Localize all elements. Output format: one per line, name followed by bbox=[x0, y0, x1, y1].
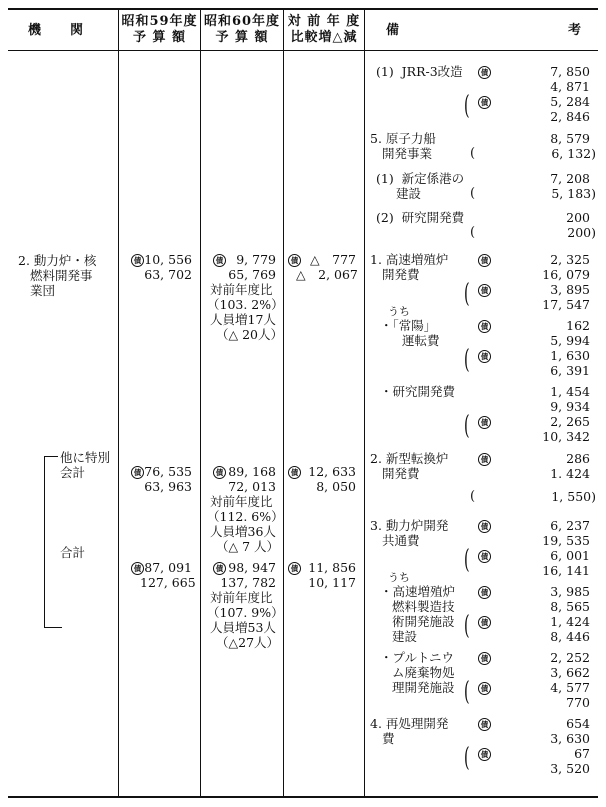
open-paren: ( bbox=[464, 279, 470, 309]
header-remarks-right: 考 bbox=[568, 23, 583, 38]
total-fy60-1: 98, 947 bbox=[228, 560, 276, 575]
remark-port-v2: 5, 183) bbox=[551, 186, 596, 201]
dnen-diff-2: △ 2, 067 bbox=[296, 267, 358, 282]
open-paren: ( bbox=[464, 677, 470, 707]
remark-jrr3-label: (1) JRR-3改造 bbox=[376, 64, 463, 79]
dnen-fy59-2: 63, 702 bbox=[144, 267, 192, 282]
remark-research1-v2: 200) bbox=[567, 225, 596, 240]
remark-repro-label2: 費 bbox=[382, 731, 395, 746]
debt-mark-icon: 債 bbox=[131, 254, 144, 267]
debt-mark-icon: 債 bbox=[478, 66, 491, 79]
debt-mark-icon: 債 bbox=[478, 320, 491, 333]
dnen-fy60-note-3: 人員増17人 bbox=[210, 312, 276, 327]
remark-port-v1: 7, 208 bbox=[550, 171, 590, 186]
open-paren: ( bbox=[470, 489, 476, 504]
remark-pu-label2: ム廃棄物処 bbox=[392, 665, 455, 680]
remark-fuel-label2: 燃料製造技 bbox=[392, 599, 455, 614]
total-diff-2: 10, 117 bbox=[308, 575, 356, 590]
remark-common-label2: 共通費 bbox=[382, 533, 420, 548]
dnen-fy60-1: 9, 779 bbox=[236, 252, 276, 267]
open-paren: ( bbox=[464, 411, 470, 441]
agency-other-line1: 他に特別 bbox=[60, 450, 111, 465]
other-fy59-1: 76, 535 bbox=[144, 464, 192, 479]
total-fy60-note-2: （107. 9%） bbox=[207, 605, 284, 620]
open-paren: ( bbox=[464, 743, 470, 773]
remark-ship-label2: 開発事業 bbox=[382, 146, 433, 161]
remark-fbr-label1: 1. 高速増殖炉 bbox=[370, 252, 449, 267]
debt-mark-icon: 債 bbox=[288, 562, 301, 575]
remark-pu-v3: 4, 577 bbox=[550, 680, 590, 695]
remark-joyo-v2: 5, 994 bbox=[550, 333, 590, 348]
remark-research1-label: (2) 研究開発費 bbox=[376, 210, 465, 225]
remark-fuel-label1: ・高速増殖炉 bbox=[380, 584, 456, 599]
remark-research2-v4: 10, 342 bbox=[542, 429, 590, 444]
header-fy60-line1: 昭和60年度 bbox=[203, 14, 281, 29]
remark-uchi2: うち bbox=[388, 571, 410, 584]
other-diff-1: 12, 633 bbox=[308, 464, 356, 479]
remark-pu-v4: 770 bbox=[566, 695, 590, 710]
other-fy60-note-3: 人員増36人 bbox=[210, 524, 276, 539]
group-bracket-top bbox=[44, 456, 58, 457]
remark-joyo-v1: 162 bbox=[566, 318, 590, 333]
dnen-fy60-note-1: 対前年度比 bbox=[210, 282, 273, 297]
header-remarks-left: 備 bbox=[386, 23, 401, 38]
remark-jrr3-v3: 5, 284 bbox=[550, 94, 590, 109]
debt-mark-icon: 債 bbox=[478, 682, 491, 695]
debt-mark-icon: 債 bbox=[131, 562, 144, 575]
debt-mark-icon: 債 bbox=[478, 520, 491, 533]
open-paren: ( bbox=[464, 545, 470, 575]
remark-research1-v1: 200 bbox=[566, 210, 590, 225]
column-divider-4 bbox=[364, 9, 365, 797]
remark-uchi1: うち bbox=[388, 305, 410, 318]
remark-pu-v2: 3, 662 bbox=[550, 665, 590, 680]
debt-mark-icon: 債 bbox=[131, 466, 144, 479]
dnen-fy60-note-2: （103. 2%） bbox=[207, 297, 284, 312]
debt-mark-icon: 債 bbox=[478, 416, 491, 429]
remark-repro-v1: 654 bbox=[566, 716, 590, 731]
remark-repro-v3: 67 bbox=[574, 746, 590, 761]
remark-ship-label1: 5. 原子力船 bbox=[370, 131, 436, 146]
header-diff-line1: 対 前 年 度 bbox=[287, 14, 361, 29]
agency-dnen-line3: 業団 bbox=[30, 283, 56, 298]
debt-mark-icon: 債 bbox=[213, 562, 226, 575]
dnen-diff-1: △ 777 bbox=[310, 252, 356, 267]
debt-mark-icon: 債 bbox=[478, 550, 491, 563]
table-bottom-rule bbox=[8, 796, 598, 798]
total-diff-1: 11, 856 bbox=[308, 560, 356, 575]
table-header-rule bbox=[8, 50, 598, 51]
group-bracket bbox=[44, 456, 45, 628]
remark-pu-v1: 2, 252 bbox=[550, 650, 590, 665]
debt-mark-icon: 債 bbox=[478, 718, 491, 731]
remark-atr-v1: 286 bbox=[566, 451, 590, 466]
debt-mark-icon: 債 bbox=[478, 284, 491, 297]
column-divider-3 bbox=[283, 9, 284, 797]
other-fy60-2: 72, 013 bbox=[228, 479, 276, 494]
group-bracket-bottom bbox=[44, 627, 62, 628]
agency-dnen-line2: 燃料開発事 bbox=[30, 268, 93, 283]
dnen-fy60-2: 65, 769 bbox=[228, 267, 276, 282]
other-diff-2: 8, 050 bbox=[316, 479, 356, 494]
debt-mark-icon: 債 bbox=[478, 748, 491, 761]
remark-repro-label1: 4. 再処理開発 bbox=[370, 716, 449, 731]
debt-mark-icon: 債 bbox=[213, 466, 226, 479]
column-divider-2 bbox=[200, 9, 201, 797]
header-agency: 機 関 bbox=[28, 23, 85, 38]
debt-mark-icon: 債 bbox=[288, 466, 301, 479]
remark-ship-v2: 6, 132) bbox=[551, 146, 596, 161]
remark-repro-v2: 3, 630 bbox=[550, 731, 590, 746]
open-paren: ( bbox=[464, 91, 470, 121]
debt-mark-icon: 債 bbox=[478, 616, 491, 629]
debt-mark-icon: 債 bbox=[478, 652, 491, 665]
table-top-rule bbox=[8, 8, 598, 10]
open-paren: ( bbox=[464, 345, 470, 375]
header-fy59-line2: 予 算 額 bbox=[132, 30, 187, 45]
remark-atr-label2: 開発費 bbox=[382, 466, 420, 481]
debt-mark-icon: 債 bbox=[478, 586, 491, 599]
remark-fbr-v3: 3, 895 bbox=[550, 282, 590, 297]
open-paren: ( bbox=[464, 611, 470, 641]
remark-common-v2: 19, 535 bbox=[542, 533, 590, 548]
remark-repro-v4: 3, 520 bbox=[550, 761, 590, 776]
total-fy60-note-1: 対前年度比 bbox=[210, 590, 273, 605]
column-divider-1 bbox=[118, 9, 119, 797]
header-fy59-line1: 昭和59年度 bbox=[121, 14, 198, 29]
open-paren: ( bbox=[470, 146, 476, 161]
total-fy60-note-4: （△27人） bbox=[216, 635, 280, 650]
remark-ship-v1: 8, 579 bbox=[550, 131, 590, 146]
remark-joyo-v4: 6, 391 bbox=[550, 363, 590, 378]
remark-port-label1: (1) 新定係港の bbox=[376, 171, 465, 186]
agency-other-line2: 会計 bbox=[60, 465, 86, 480]
other-fy60-note-1: 対前年度比 bbox=[210, 494, 273, 509]
agency-total: 合計 bbox=[60, 545, 86, 560]
remark-common-v1: 6, 237 bbox=[550, 518, 590, 533]
remark-port-label2: 建設 bbox=[396, 186, 422, 201]
remark-jrr3-v4: 2, 846 bbox=[550, 109, 590, 124]
debt-mark-icon: 債 bbox=[478, 96, 491, 109]
remark-fuel-label4: 建設 bbox=[392, 629, 418, 644]
remark-common-label1: 3. 動力炉開発 bbox=[370, 518, 449, 533]
other-fy59-2: 63, 963 bbox=[144, 479, 192, 494]
remark-common-v4: 16, 141 bbox=[542, 563, 590, 578]
remark-research2-v1: 1, 454 bbox=[550, 384, 590, 399]
debt-mark-icon: 債 bbox=[478, 453, 491, 466]
remark-joyo-v3: 1, 630 bbox=[550, 348, 590, 363]
debt-mark-icon: 債 bbox=[213, 254, 226, 267]
other-fy60-1: 89, 168 bbox=[228, 464, 276, 479]
total-fy60-note-3: 人員増53人 bbox=[210, 620, 276, 635]
dnen-fy60-note-4: （△ 20人） bbox=[216, 327, 283, 342]
other-fy60-note-2: （112. 6%） bbox=[207, 509, 284, 524]
remark-fuel-label3: 術開発施設 bbox=[392, 614, 455, 629]
remark-jrr3-v1: 7, 850 bbox=[550, 64, 590, 79]
open-paren: ( bbox=[470, 225, 476, 240]
remark-atr-label1: 2. 新型転換炉 bbox=[370, 451, 449, 466]
remark-fuel-v3: 1, 424 bbox=[550, 614, 590, 629]
header-diff-line2: 比較増△減 bbox=[290, 30, 358, 45]
agency-dnen-line1: 2. 動力炉・核 bbox=[18, 253, 97, 268]
remark-fuel-v4: 8, 446 bbox=[550, 629, 590, 644]
dnen-fy59-1: 10, 556 bbox=[144, 252, 192, 267]
debt-mark-icon: 債 bbox=[478, 350, 491, 363]
remark-joyo-label1: ・「常陽」 bbox=[380, 318, 437, 333]
remark-fuel-v1: 3, 985 bbox=[550, 584, 590, 599]
remark-atr-v3: 1, 550) bbox=[551, 489, 596, 504]
remark-research2-label: ・研究開発費 bbox=[380, 384, 456, 399]
total-fy60-2: 137, 782 bbox=[220, 575, 276, 590]
total-fy59-2: 127, 665 bbox=[140, 575, 196, 590]
remark-joyo-label2: 運転費 bbox=[402, 333, 440, 348]
remark-common-v3: 6, 001 bbox=[550, 548, 590, 563]
total-fy59-1: 87, 091 bbox=[144, 560, 192, 575]
remark-fuel-v2: 8, 565 bbox=[550, 599, 590, 614]
remark-atr-v2: 1. 424 bbox=[550, 466, 590, 481]
remark-fbr-v4: 17, 547 bbox=[542, 297, 590, 312]
remark-research2-v3: 2, 265 bbox=[550, 414, 590, 429]
open-paren: ( bbox=[470, 186, 476, 201]
other-fy60-note-4: （△ 7 人） bbox=[216, 539, 280, 554]
header-fy60-line2: 予 算 額 bbox=[215, 30, 269, 45]
debt-mark-icon: 債 bbox=[288, 254, 301, 267]
debt-mark-icon: 債 bbox=[478, 254, 491, 267]
remark-fbr-v1: 2, 325 bbox=[550, 252, 590, 267]
remark-fbr-v2: 16, 079 bbox=[542, 267, 590, 282]
remark-fbr-label2: 開発費 bbox=[382, 267, 420, 282]
remark-pu-label3: 理開発施設 bbox=[392, 680, 455, 695]
remark-pu-label1: ・プルトニウ bbox=[380, 650, 455, 665]
remark-research2-v2: 9, 934 bbox=[550, 399, 590, 414]
remark-jrr3-v2: 4, 871 bbox=[550, 79, 590, 94]
